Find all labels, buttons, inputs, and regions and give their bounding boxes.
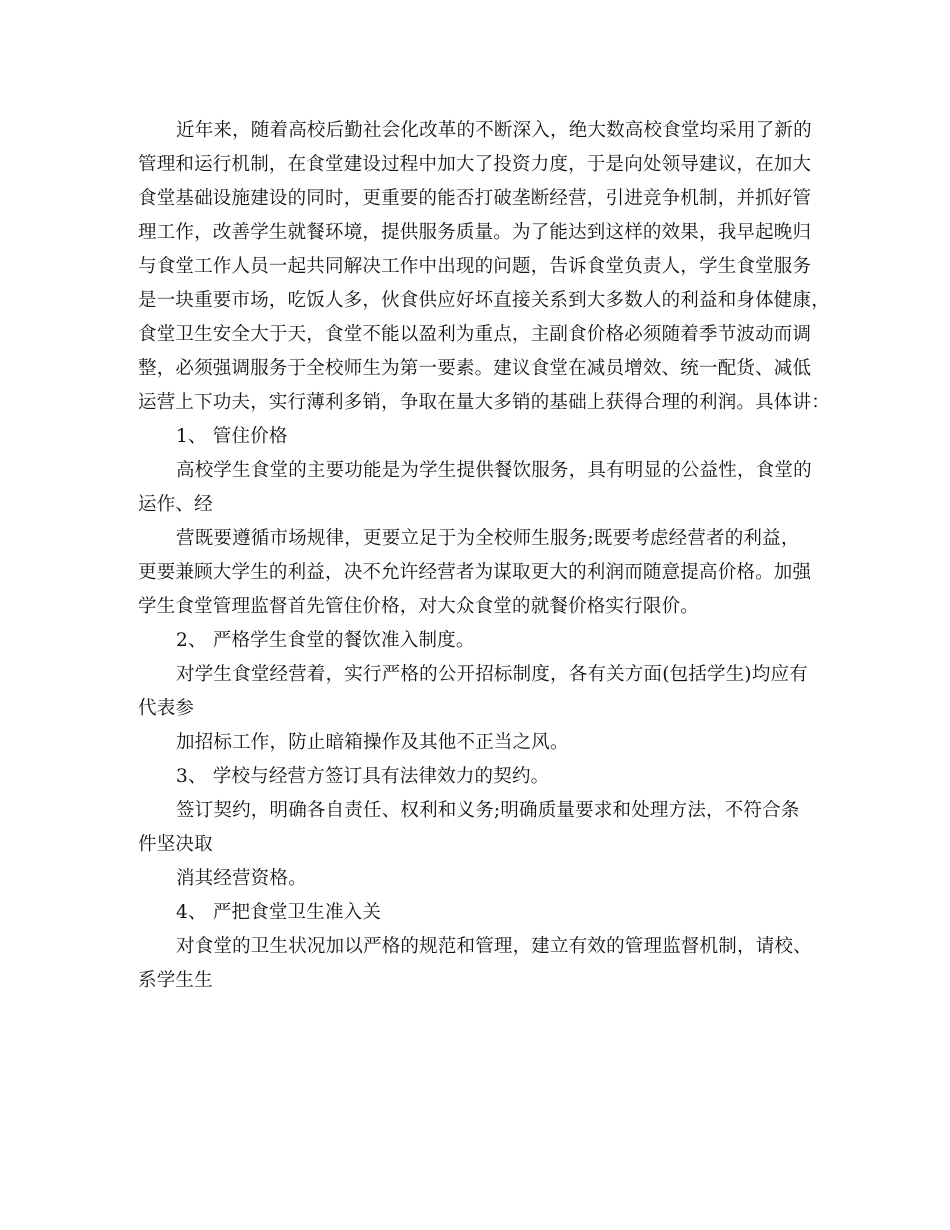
paragraph-line: 整，必须强调服务于全校师生为第一要素。建议食堂在减员增效、统一配货、减低 bbox=[138, 358, 812, 379]
paragraph-line: 学生食堂管理监督首先管住价格，对大众食堂的就餐价格实行限价。 bbox=[138, 596, 700, 617]
section-heading: 1、 管住价格 bbox=[176, 426, 288, 447]
paragraph-line: 是一块重要市场，吃饭人多，伙食供应好坏直接关系到大多数人的利益和身体健康， bbox=[138, 290, 830, 311]
paragraph-line: 近年来，随着高校后勤社会化改革的不断深入，绝大数高校食堂均采用了新的 bbox=[176, 120, 812, 141]
paragraph-line: 与食堂工作人员一起共同解决工作中出现的问题，告诉食堂负责人，学生食堂服务 bbox=[138, 256, 812, 277]
paragraph-line: 营既要遵循市场规律，更要立足于为全校师生服务;既要考虑经营者的利益， bbox=[176, 528, 800, 549]
paragraph-line: 更要兼顾大学生的利益，决不允许经营者为谋取更大的利润而随意提高价格。加强 bbox=[138, 562, 812, 583]
paragraph-line: 对学生食堂经营着，实行严格的公开招标制度，各有关方面(包括学生)均应有 bbox=[176, 664, 808, 685]
paragraph-line: 件坚决取 bbox=[138, 834, 213, 855]
paragraph-line: 理工作，改善学生就餐环境，提供服务质量。为了能达到这样的效果，我早起晚归 bbox=[138, 222, 812, 243]
section-heading: 2、 严格学生食堂的餐饮准入制度。 bbox=[176, 630, 475, 651]
paragraph-line: 食堂基础设施建设的同时，更重要的能否打破垄断经营，引进竞争机制，并抓好管 bbox=[138, 188, 812, 209]
paragraph-line: 系学生生 bbox=[138, 970, 213, 991]
section-heading: 3、 学校与经营方签订具有法律效力的契约。 bbox=[176, 766, 550, 787]
paragraph-line: 加招标工作，防止暗箱操作及其他不正当之风。 bbox=[176, 732, 569, 753]
paragraph-line: 运营上下功夫，实行薄利多销，争取在量大多销的基础上获得合理的利润。具体讲： bbox=[138, 392, 830, 413]
paragraph-line: 运作、经 bbox=[138, 494, 213, 515]
paragraph-line: 签订契约，明确各自责任、权利和义务;明确质量要求和处理方法，不符合条 bbox=[176, 800, 800, 821]
paragraph-line: 消其经营资格。 bbox=[176, 868, 307, 889]
paragraph-line: 管理和运行机制，在食堂建设过程中加大了投资力度，于是向处领导建议，在加大 bbox=[138, 154, 812, 175]
paragraph-line: 食堂卫生安全大于天，食堂不能以盈利为重点，主副食价格必须随着季节波动而调 bbox=[138, 324, 812, 345]
paragraph-line: 代表参 bbox=[138, 698, 195, 719]
paragraph-line: 高校学生食堂的主要功能是为学生提供餐饮服务，具有明显的公益性，食堂的 bbox=[176, 460, 812, 481]
section-heading: 4、 严把食堂卫生准入关 bbox=[176, 902, 382, 923]
paragraph-line: 对食堂的卫生状况加以严格的规范和管理，建立有效的管理监督机制，请校、 bbox=[176, 936, 812, 957]
